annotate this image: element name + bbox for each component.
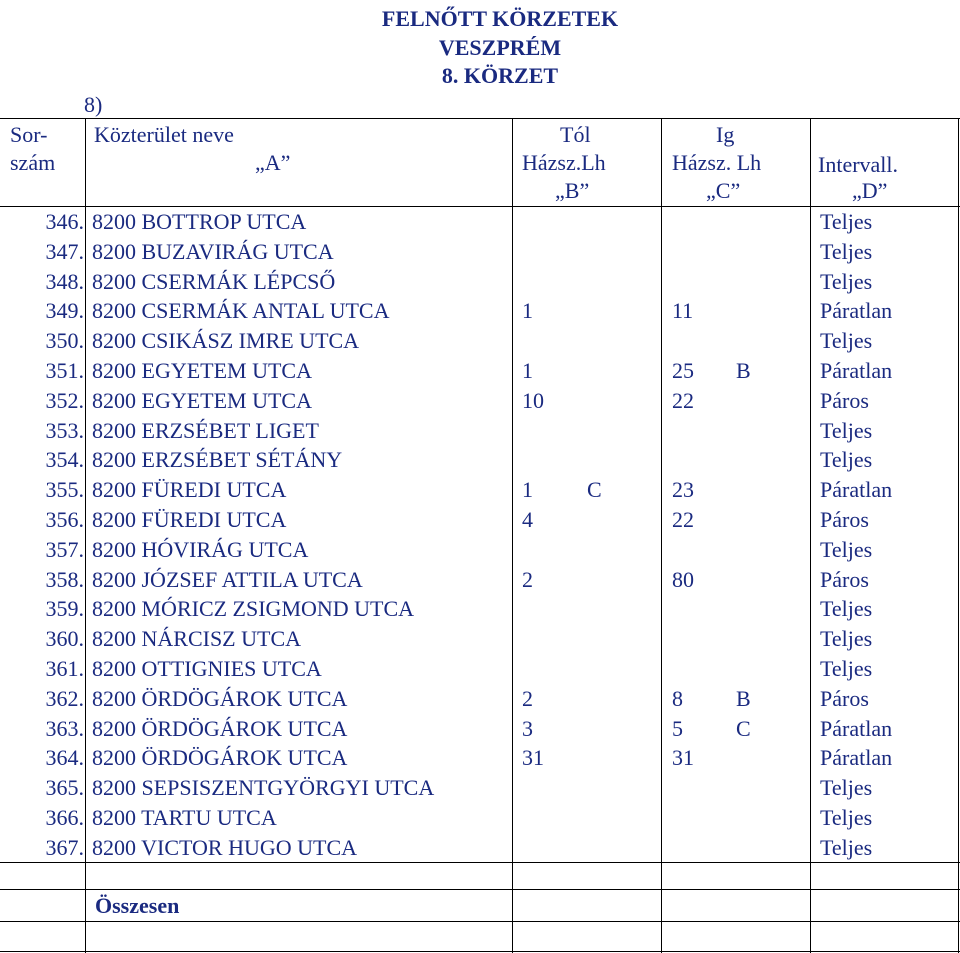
- row-street-name: 8200 NÁRCISZ UTCA: [92, 626, 302, 652]
- row-number: 362.: [45, 685, 84, 711]
- row-from-letter: C: [587, 477, 602, 503]
- row-number: 356.: [45, 507, 84, 532]
- row-to-letter: C: [736, 715, 751, 741]
- row-street-name: 8200 ÖRDÖGÁROK UTCA: [92, 715, 348, 741]
- row-from-number: 3: [522, 715, 533, 741]
- header-col-a: „A”: [255, 150, 291, 175]
- document-district: 8. KÖRZET: [441, 63, 559, 88]
- row-interval: Páratlan: [820, 745, 893, 771]
- section-label: 8): [84, 92, 103, 117]
- header-kozterulet: Közterület neve: [94, 122, 234, 147]
- row-to-letter: B: [736, 358, 751, 383]
- row-street-name: 8200 ERZSÉBET LIGET: [92, 417, 319, 443]
- row-from-number: 2: [522, 685, 533, 711]
- row-number: 361.: [45, 656, 84, 681]
- row-number: 351.: [45, 358, 84, 383]
- row-street-name: 8200 ÖRDÖGÁROK UTCA: [92, 745, 348, 771]
- row-street-name: 8200 MÓRICZ ZSIGMOND UTCA: [92, 596, 415, 622]
- row-number: 346.: [45, 209, 84, 234]
- header-tol-2: Házsz.Lh: [522, 150, 606, 175]
- row-street-name: 8200 CSERMÁK LÉPCSŐ: [92, 268, 336, 294]
- row-interval: Teljes: [820, 209, 873, 234]
- row-from-number: 1: [522, 298, 533, 324]
- row-to-number: 25: [672, 358, 694, 383]
- row-interval: Teljes: [820, 626, 873, 652]
- row-to-number: 80: [672, 566, 694, 592]
- row-number: 366.: [45, 805, 84, 830]
- row-interval: Páros: [820, 507, 869, 532]
- header-interval: Intervall.: [818, 152, 899, 177]
- row-number: 363.: [45, 715, 84, 741]
- row-to-number: 23: [672, 477, 694, 503]
- row-number: 358.: [45, 566, 84, 592]
- row-street-name: 8200 FÜREDI UTCA: [92, 477, 287, 503]
- row-interval: Páros: [820, 566, 869, 592]
- row-street-name: 8200 ERZSÉBET SÉTÁNY: [92, 447, 343, 473]
- row-interval: Teljes: [820, 328, 873, 354]
- row-from-number: 4: [522, 507, 533, 532]
- row-to-number: 8: [672, 685, 683, 711]
- row-from-number: 31: [522, 745, 544, 771]
- row-number: 354.: [45, 447, 84, 473]
- row-number: 353.: [45, 417, 84, 443]
- row-interval: Teljes: [820, 536, 873, 562]
- body-bottom-border: [0, 862, 960, 863]
- row-to-number: 22: [672, 387, 694, 413]
- document-city: VESZPRÉM: [438, 35, 562, 60]
- row-street-name: 8200 BOTTROP UTCA: [92, 209, 307, 234]
- row-to-number: 5: [672, 715, 683, 741]
- row-interval: Páros: [820, 387, 869, 413]
- header-col-d: „D”: [852, 178, 888, 203]
- row-street-name: 8200 FÜREDI UTCA: [92, 507, 287, 532]
- col-divider-3: [661, 118, 662, 953]
- row-street-name: 8200 JÓZSEF ATTILA UTCA: [92, 566, 363, 592]
- row-interval: Páratlan: [820, 358, 893, 383]
- total-top-border: [0, 889, 960, 890]
- row-number: 349.: [45, 298, 84, 324]
- row-number: 357.: [45, 536, 84, 562]
- table-bottom-border: [0, 951, 960, 952]
- row-interval: Páros: [820, 685, 869, 711]
- row-from-number: 10: [522, 387, 544, 413]
- row-to-number: 11: [672, 298, 694, 324]
- document-title: FELNŐTT KÖRZETEK: [381, 6, 619, 31]
- header-sorszam-2: szám: [10, 150, 56, 175]
- row-interval: Teljes: [820, 805, 873, 830]
- row-street-name: 8200 HÓVIRÁG UTCA: [92, 536, 309, 562]
- row-street-name: 8200 TARTU UTCA: [92, 805, 277, 830]
- total-label: Összesen: [95, 893, 180, 918]
- row-number: 360.: [45, 626, 84, 652]
- header-ig-1: Ig: [716, 122, 735, 147]
- row-from-number: 2: [522, 566, 533, 592]
- row-interval: Teljes: [820, 238, 873, 264]
- row-interval: Teljes: [820, 834, 873, 860]
- row-interval: Teljes: [820, 596, 873, 622]
- row-street-name: 8200 EGYETEM UTCA: [92, 358, 312, 383]
- row-street-name: 8200 SEPSISZENTGYÖRGYI UTCA: [92, 775, 435, 801]
- row-street-name: 8200 CSIKÁSZ IMRE UTCA: [92, 328, 360, 354]
- row-street-name: 8200 VICTOR HUGO UTCA: [92, 834, 358, 860]
- row-interval: Teljes: [820, 447, 873, 473]
- header-col-c: „C”: [706, 178, 741, 203]
- header-ig-2: Házsz. Lh: [672, 150, 762, 175]
- row-number: 352.: [45, 387, 84, 413]
- row-interval: Páratlan: [820, 477, 893, 503]
- row-to-letter: B: [736, 685, 751, 711]
- row-interval: Páratlan: [820, 298, 893, 324]
- row-street-name: 8200 EGYETEM UTCA: [92, 387, 312, 413]
- row-number: 350.: [45, 328, 84, 354]
- row-street-name: 8200 ÖRDÖGÁROK UTCA: [92, 685, 348, 711]
- row-interval: Teljes: [820, 656, 873, 681]
- row-number: 364.: [45, 745, 84, 771]
- row-to-number: 22: [672, 507, 694, 532]
- row-number: 347.: [45, 238, 84, 264]
- row-street-name: 8200 OTTIGNIES UTCA: [92, 656, 322, 681]
- row-to-number: 31: [672, 745, 694, 771]
- table-top-border: [0, 118, 960, 119]
- row-from-number: 1: [522, 477, 533, 503]
- total-bottom-border: [0, 921, 960, 922]
- header-tol-1: Tól: [560, 122, 591, 147]
- row-number: 348.: [45, 268, 84, 294]
- row-street-name: 8200 CSERMÁK ANTAL UTCA: [92, 298, 390, 324]
- header-col-b: „B”: [555, 178, 590, 203]
- row-number: 359.: [45, 596, 84, 622]
- header-sorszam-1: Sor-: [10, 122, 48, 147]
- row-from-number: 1: [522, 358, 533, 383]
- col-divider-right: [958, 118, 959, 953]
- col-divider-2: [512, 118, 513, 953]
- row-number: 367.: [45, 834, 84, 860]
- col-divider-4: [810, 118, 811, 953]
- row-interval: Teljes: [820, 417, 873, 443]
- row-interval: Teljes: [820, 268, 873, 294]
- row-interval: Teljes: [820, 775, 873, 801]
- row-number: 365.: [45, 775, 84, 801]
- row-interval: Páratlan: [820, 715, 893, 741]
- row-number: 355.: [45, 477, 84, 503]
- col-divider-1: [85, 118, 86, 953]
- row-street-name: 8200 BUZAVIRÁG UTCA: [92, 238, 334, 264]
